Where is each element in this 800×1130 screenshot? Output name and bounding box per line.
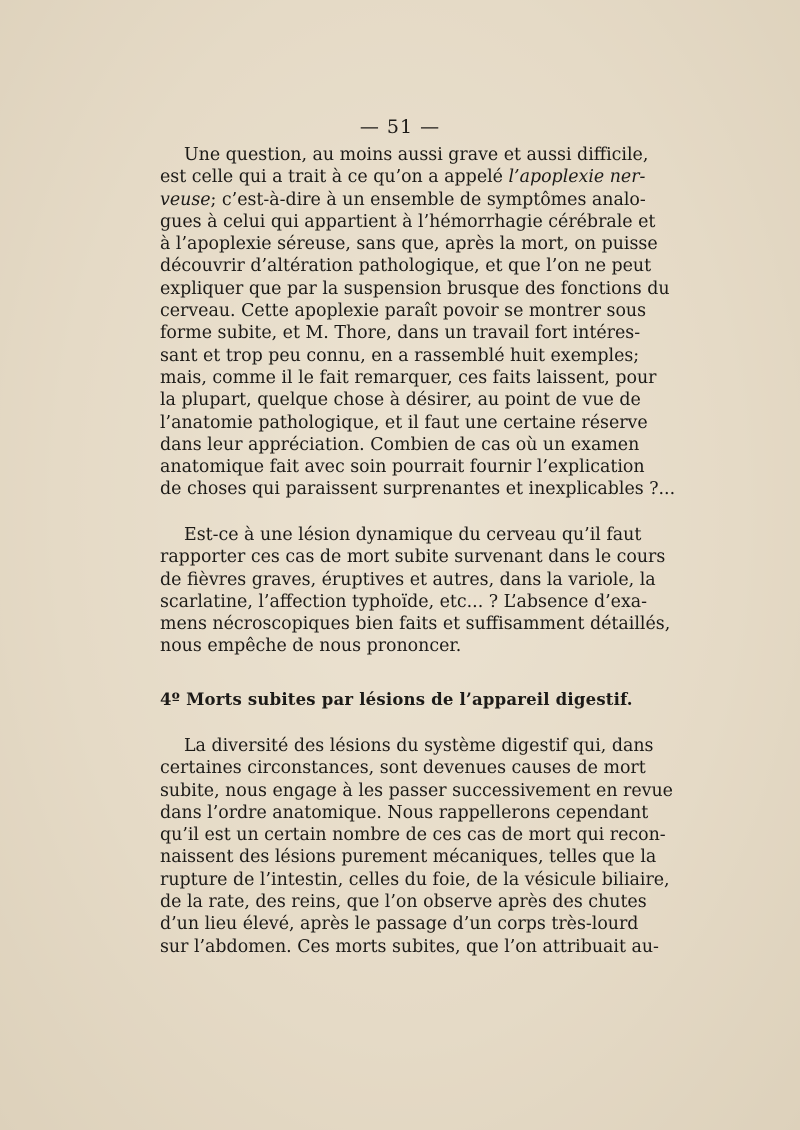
text-line: gues à celui qui appartient à l’hémorrhagie cérébrale et xyxy=(160,211,656,232)
text-line: scarlatine, l’affection typhoïde, etc... ? L’absence d’exa- xyxy=(160,591,647,612)
text-line: dans l’ordre anatomique. Nous rappellerons cependant xyxy=(160,802,649,823)
text-fragment: ; c’est-à-dire à un ensemble de symptômes analo- xyxy=(210,189,646,210)
text-line: sur l’abdomen. Ces morts subites, que l’on attribuait au- xyxy=(160,936,659,957)
text-line: nous empêche de nous prononcer. xyxy=(160,636,462,657)
text-line: découvrir d’altération pathologique, et que l’on ne peut xyxy=(160,256,652,277)
text-line: de choses qui paraissent surprenantes et inexplicables ?... xyxy=(160,479,676,500)
section-heading: 4º Morts subites par lésions de l’appareil digestif. xyxy=(160,690,633,709)
text-line: anatomique fait avec soin pourrait fournir l’explication xyxy=(160,457,645,478)
text-line: expliquer que par la suspension brusque des fonctions du xyxy=(160,278,670,299)
text-line: la plupart, quelque chose à désirer, au point de vue de xyxy=(160,390,641,411)
paragraph-lesion-dynamique xyxy=(160,524,671,658)
text-line: subite, nous engage à les passer successivement en revue xyxy=(160,780,673,801)
text-line: cerveau. Cette apoplexie paraît povoir se montrer sous xyxy=(160,301,647,322)
text-line: de la rate, des reins, que l’on observe après des chutes xyxy=(160,892,647,913)
text-line: forme subite, et M. Thore, dans un travail fort intéres- xyxy=(160,323,641,344)
text-line: mais, comme il le fait remarquer, ces faits laissent, pour xyxy=(160,367,657,388)
text-line: certaines circonstances, sont devenues causes de mort xyxy=(160,758,646,779)
text-line: sant et trop peu connu, en a rassemblé huit exemples; xyxy=(160,345,640,366)
text-line: La diversité des lésions du système digestif qui, dans xyxy=(184,736,654,756)
text-line: dans leur appréciation. Combien de cas où un examen xyxy=(160,434,640,455)
paragraph-apoplexie-nerveuse xyxy=(160,144,676,501)
text-line: d’un lieu élevé, après le passage d’un corps très-lourd xyxy=(160,914,639,935)
text-line: à l’apoplexie séreuse, sans que, après la mort, on puisse xyxy=(160,234,658,255)
text-line: Est-ce à une lésion dynamique du cerveau qu’il faut xyxy=(184,525,642,545)
text-line: rupture de l’intestin, celles du foie, de la vésicule biliaire, xyxy=(160,869,670,890)
paragraph-appareil-digestif xyxy=(160,735,673,958)
italic-term: l’apoplexie ner- xyxy=(508,167,646,188)
text-line: rapporter ces cas de mort subite survenant dans le cours xyxy=(160,547,666,568)
text-fragment: est celle qui a trait à ce qu’on a appelé xyxy=(160,167,503,188)
page-number: — 51 — xyxy=(359,116,441,138)
text-line: de fièvres graves, éruptives et autres, dans la variole, la xyxy=(160,569,656,590)
text-line: qu’il est un certain nombre de ces cas de mort qui recon- xyxy=(160,825,666,846)
text-line: mens nécroscopiques bien faits et suffisamment détaillés, xyxy=(160,614,671,635)
text-line xyxy=(160,189,646,211)
text-line: l’anatomie pathologique, et il faut une certaine réserve xyxy=(160,412,648,433)
text-line xyxy=(160,166,646,188)
text-line: naissent des lésions purement mécaniques, telles que la xyxy=(160,847,657,868)
text-line: Une question, au moins aussi grave et aussi difficile, xyxy=(184,145,649,165)
italic-term-continued: veuse xyxy=(160,189,211,210)
